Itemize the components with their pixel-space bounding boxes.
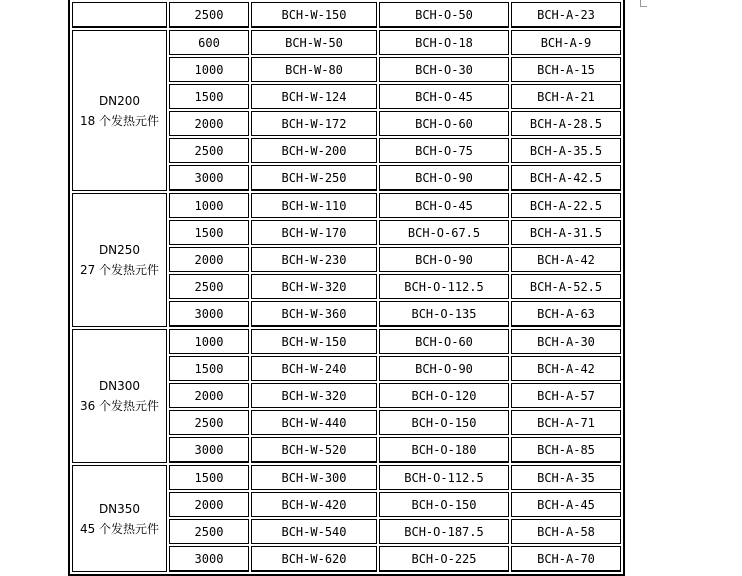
o-model-cell: BCH-O-120 <box>379 383 509 408</box>
length-cell: 3000 <box>169 546 249 572</box>
group-label-cell <box>72 193 167 327</box>
w-model-cell: BCH-W-620 <box>251 546 377 572</box>
length-cell: 1000 <box>169 329 249 354</box>
w-model-cell: BCH-W-124 <box>251 84 377 109</box>
w-model-cell: BCH-W-300 <box>251 465 377 490</box>
a-model-cell: BCH-A-15 <box>511 57 621 82</box>
o-model-cell: BCH-O-112.5 <box>379 274 509 299</box>
length-cell: 2500 <box>169 274 249 299</box>
a-model-cell: BCH-A-22.5 <box>511 193 621 218</box>
o-model-cell: BCH-O-150 <box>379 492 509 517</box>
a-model-cell: BCH-A-45 <box>511 492 621 517</box>
o-model-cell: BCH-O-67.5 <box>379 220 509 245</box>
o-model-cell: BCH-O-90 <box>379 247 509 272</box>
o-model-cell: BCH-O-90 <box>379 356 509 381</box>
table-row <box>72 329 621 354</box>
length-cell: 2000 <box>169 383 249 408</box>
w-model-cell: BCH-W-150 <box>251 329 377 354</box>
w-model-cell: BCH-W-420 <box>251 492 377 517</box>
page-corner-mark <box>640 0 647 7</box>
length-cell: 2500 <box>169 138 249 163</box>
a-model-cell: BCH-A-35 <box>511 465 621 490</box>
length-cell: 2500 <box>169 519 249 544</box>
a-model-cell: BCH-A-31.5 <box>511 220 621 245</box>
group-label-cell <box>72 329 167 463</box>
length-cell: 1000 <box>169 193 249 218</box>
group-elements-label: 27 个发热元件 <box>79 263 160 277</box>
group-elements-label: 45 个发热元件 <box>79 521 160 536</box>
a-model-cell: BCH-A-9 <box>511 30 621 55</box>
length-cell: 3000 <box>169 437 249 463</box>
w-model-cell: BCH-W-540 <box>251 519 377 544</box>
length-cell: 3000 <box>169 165 249 191</box>
o-model-cell: BCH-O-45 <box>379 84 509 109</box>
length-cell: 2500 <box>169 410 249 435</box>
o-model-cell: BCH-O-75 <box>379 138 509 163</box>
w-model-cell: BCH-W-320 <box>251 274 377 299</box>
o-model-cell: BCH-O-50 <box>379 2 509 28</box>
length-cell: 600 <box>169 30 249 55</box>
w-model-cell: BCH-W-360 <box>251 301 377 327</box>
a-model-cell: BCH-A-63 <box>511 301 621 327</box>
a-model-cell: BCH-A-42 <box>511 247 621 272</box>
o-model-cell: BCH-O-112.5 <box>379 465 509 490</box>
o-model-cell: BCH-O-90 <box>379 165 509 191</box>
o-model-cell: BCH-O-150 <box>379 410 509 435</box>
length-cell: 1500 <box>169 465 249 490</box>
o-model-cell: BCH-O-180 <box>379 437 509 463</box>
w-model-cell: BCH-W-170 <box>251 220 377 245</box>
o-model-cell: BCH-O-225 <box>379 546 509 572</box>
o-model-cell: BCH-O-18 <box>379 30 509 55</box>
table-row <box>72 465 621 490</box>
length-cell: 1000 <box>169 57 249 82</box>
group-size-label: DN200 <box>98 93 141 108</box>
w-model-cell: BCH-W-440 <box>251 410 377 435</box>
length-cell: 1500 <box>169 220 249 245</box>
o-model-cell: BCH-O-60 <box>379 111 509 136</box>
w-model-cell: BCH-W-200 <box>251 138 377 163</box>
group-size-label: DN250 <box>98 243 141 257</box>
table-row <box>72 193 621 218</box>
a-model-cell: BCH-A-70 <box>511 546 621 572</box>
a-model-cell: BCH-A-57 <box>511 383 621 408</box>
a-model-cell: BCH-A-52.5 <box>511 274 621 299</box>
w-model-cell: BCH-W-320 <box>251 383 377 408</box>
group-label-cell <box>72 2 167 28</box>
length-cell: 3000 <box>169 301 249 327</box>
group-elements-label: 36 个发热元件 <box>79 399 160 413</box>
w-model-cell: BCH-W-240 <box>251 356 377 381</box>
length-cell: 2000 <box>169 111 249 136</box>
group-elements-label: 18 个发热元件 <box>79 113 160 128</box>
length-cell: 2000 <box>169 247 249 272</box>
length-cell: 1500 <box>169 84 249 109</box>
a-model-cell: BCH-A-71 <box>511 410 621 435</box>
w-model-cell: BCH-W-520 <box>251 437 377 463</box>
a-model-cell: BCH-A-58 <box>511 519 621 544</box>
group-label-cell <box>72 465 167 572</box>
group-size-label: DN350 <box>98 501 141 516</box>
length-cell: 2500 <box>169 2 249 28</box>
product-spec-table <box>68 0 625 576</box>
w-model-cell: BCH-W-230 <box>251 247 377 272</box>
a-model-cell: BCH-A-30 <box>511 329 621 354</box>
group-label-cell <box>72 30 167 191</box>
a-model-cell: BCH-A-42.5 <box>511 165 621 191</box>
w-model-cell: BCH-W-250 <box>251 165 377 191</box>
o-model-cell: BCH-O-45 <box>379 193 509 218</box>
table-row <box>72 30 621 55</box>
length-cell: 2000 <box>169 492 249 517</box>
w-model-cell: BCH-W-150 <box>251 2 377 28</box>
w-model-cell: BCH-W-80 <box>251 57 377 82</box>
a-model-cell: BCH-A-23 <box>511 2 621 28</box>
o-model-cell: BCH-O-187.5 <box>379 519 509 544</box>
w-model-cell: BCH-W-110 <box>251 193 377 218</box>
table-row <box>72 2 621 28</box>
a-model-cell: BCH-A-21 <box>511 84 621 109</box>
a-model-cell: BCH-A-35.5 <box>511 138 621 163</box>
a-model-cell: BCH-A-42 <box>511 356 621 381</box>
length-cell: 1500 <box>169 356 249 381</box>
o-model-cell: BCH-O-135 <box>379 301 509 327</box>
group-size-label: DN300 <box>98 379 141 393</box>
a-model-cell: BCH-A-28.5 <box>511 111 621 136</box>
a-model-cell: BCH-A-85 <box>511 437 621 463</box>
o-model-cell: BCH-O-60 <box>379 329 509 354</box>
w-model-cell: BCH-W-172 <box>251 111 377 136</box>
o-model-cell: BCH-O-30 <box>379 57 509 82</box>
table-body <box>72 2 621 572</box>
w-model-cell: BCH-W-50 <box>251 30 377 55</box>
